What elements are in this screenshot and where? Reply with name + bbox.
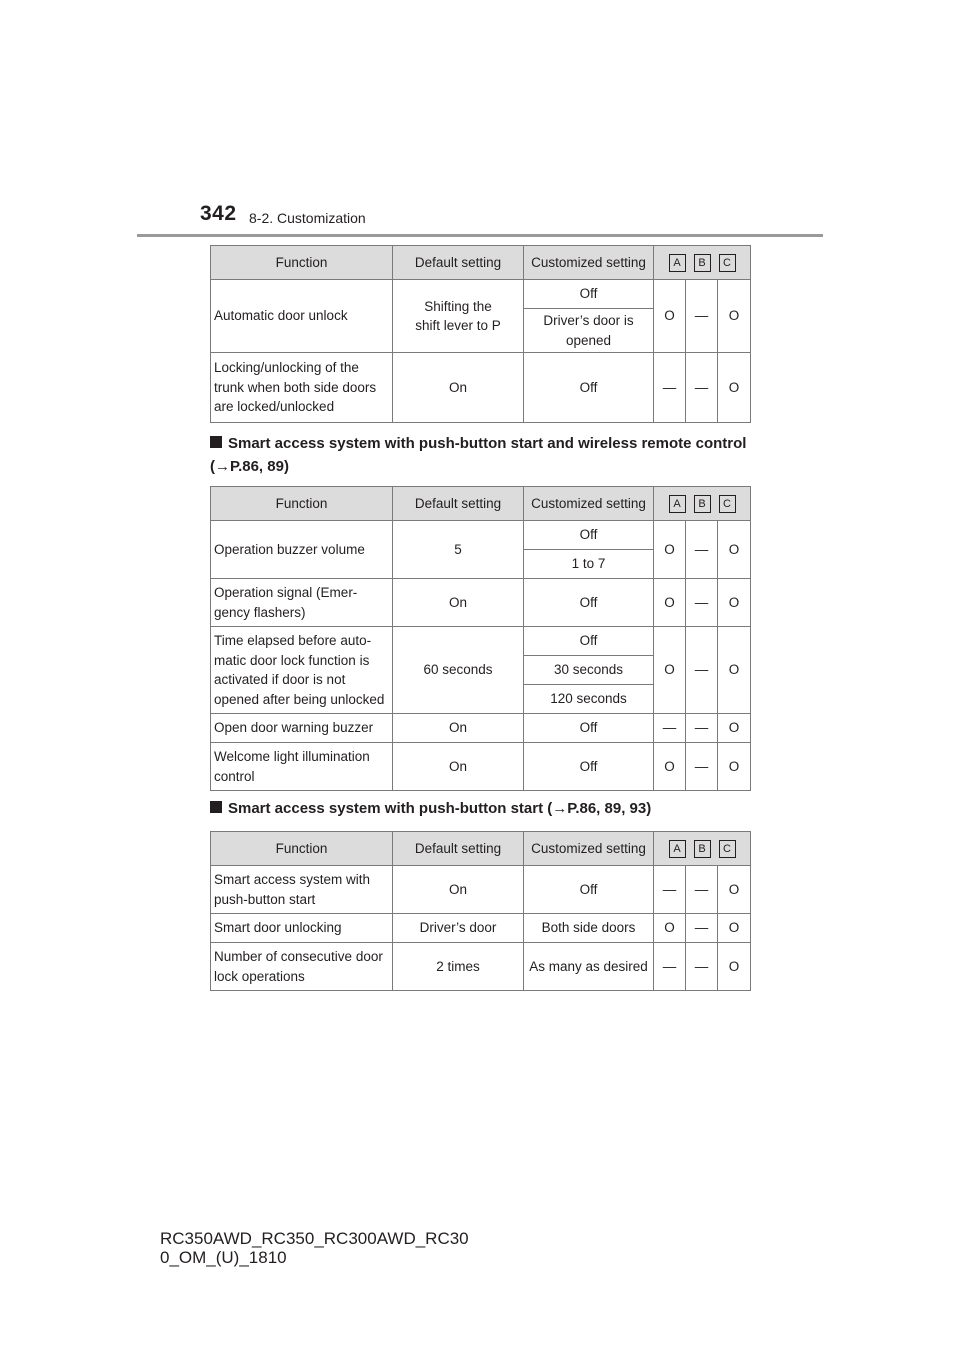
bullet-square-icon	[210, 801, 222, 813]
customized-cell: Both side doors	[524, 914, 654, 943]
section-heading-smart-access-remote	[210, 432, 750, 478]
col-default: Default setting	[393, 487, 524, 521]
table-row	[211, 914, 751, 943]
col-c-label: C	[719, 840, 736, 858]
a-cell: —	[654, 353, 686, 423]
col-function: Function	[211, 832, 393, 866]
smart-access-table	[210, 831, 751, 991]
b-cell: —	[686, 353, 718, 423]
table-header-row	[211, 832, 751, 866]
customized-cell: As many as desired	[524, 943, 654, 991]
door-lock-table	[210, 245, 751, 423]
table-row	[211, 743, 751, 791]
col-b-label: B	[694, 840, 711, 858]
b-cell: —	[686, 714, 718, 743]
function-cell: Operation signal (Emer-gency flashers)	[211, 579, 393, 627]
c-cell: O	[718, 579, 751, 627]
default-cell: On	[393, 353, 524, 423]
a-cell: —	[654, 714, 686, 743]
document-footer	[160, 1229, 469, 1267]
function-cell: Locking/unlocking of the trunk when both side doors are locked/unlocked	[211, 353, 393, 423]
smart-access-remote-table	[210, 486, 751, 791]
c-cell: O	[718, 714, 751, 743]
section-heading-text: Smart access system with push-button start	[228, 800, 544, 817]
section-heading-ref: (→P.86, 89)	[210, 458, 289, 475]
c-cell: O	[718, 914, 751, 943]
col-abc	[654, 832, 751, 866]
table-header-row	[211, 246, 751, 280]
c-cell: O	[718, 353, 751, 423]
c-cell: O	[718, 627, 751, 714]
a-cell: —	[654, 866, 686, 914]
col-default: Default setting	[393, 246, 524, 280]
col-c-label: C	[719, 254, 736, 272]
customized-cell: Off	[524, 714, 654, 743]
col-b-label: B	[694, 254, 711, 272]
col-c-label: C	[719, 495, 736, 513]
default-cell: 5	[393, 521, 524, 579]
a-cell: —	[654, 943, 686, 991]
c-cell: O	[718, 743, 751, 791]
default-cell: Shifting the shift lever to P	[393, 280, 524, 353]
table-row	[211, 627, 751, 656]
col-b-label: B	[694, 495, 711, 513]
b-cell: —	[686, 866, 718, 914]
a-cell: O	[654, 743, 686, 791]
b-cell: —	[686, 280, 718, 353]
page-number: 342	[200, 202, 237, 225]
table-row	[211, 943, 751, 991]
col-function: Function	[211, 487, 393, 521]
col-customized: Customized setting	[524, 832, 654, 866]
col-a-label: A	[669, 495, 686, 513]
c-cell: O	[718, 943, 751, 991]
customized-cell: Off	[524, 579, 654, 627]
table-row	[211, 866, 751, 914]
function-cell: Time elapsed before auto-matic door lock function is activated if door is not opened after being unlocked	[211, 627, 393, 714]
table-row	[211, 280, 751, 309]
customized-cell: 120 seconds	[524, 685, 654, 714]
customized-cell: Off	[524, 627, 654, 656]
col-a-label: A	[669, 254, 686, 272]
bullet-square-icon	[210, 436, 222, 448]
header-divider	[137, 234, 823, 237]
b-cell: —	[686, 627, 718, 714]
c-cell: O	[718, 280, 751, 353]
col-function: Function	[211, 246, 393, 280]
table-header-row	[211, 487, 751, 521]
customized-cell: Off	[524, 521, 654, 550]
b-cell: —	[686, 743, 718, 791]
customized-cell: Off	[524, 743, 654, 791]
default-cell: On	[393, 743, 524, 791]
customized-cell: Off	[524, 280, 654, 309]
footer-line-1: RC350AWD_RC350_RC300AWD_RC30	[160, 1229, 469, 1248]
function-cell: Number of consecutive door lock operations	[211, 943, 393, 991]
b-cell: —	[686, 943, 718, 991]
col-customized: Customized setting	[524, 246, 654, 280]
a-cell: O	[654, 579, 686, 627]
default-cell: 2 times	[393, 943, 524, 991]
table-row	[211, 353, 751, 423]
customized-cell: Driver’s door is opened	[524, 309, 654, 353]
function-cell: Operation buzzer volume	[211, 521, 393, 579]
c-cell: O	[718, 521, 751, 579]
b-cell: —	[686, 914, 718, 943]
customized-cell: Off	[524, 866, 654, 914]
footer-line-2: 0_OM_(U)_1810	[160, 1248, 287, 1267]
c-cell: O	[718, 866, 751, 914]
section-heading-ref: (→P.86, 89, 93)	[547, 800, 652, 817]
table-row	[211, 714, 751, 743]
function-cell: Open door warning buzzer	[211, 714, 393, 743]
table-row	[211, 521, 751, 550]
default-cell: 60 seconds	[393, 627, 524, 714]
section-heading-smart-access	[210, 797, 750, 820]
a-cell: O	[654, 914, 686, 943]
default-cell: On	[393, 866, 524, 914]
col-customized: Customized setting	[524, 487, 654, 521]
table-row	[211, 579, 751, 627]
function-cell: Smart access system with push-button start	[211, 866, 393, 914]
function-cell: Welcome light illumination control	[211, 743, 393, 791]
default-cell: On	[393, 579, 524, 627]
section-title: 8-2. Customization	[249, 210, 366, 226]
customized-cell: 1 to 7	[524, 550, 654, 579]
b-cell: —	[686, 521, 718, 579]
col-abc	[654, 487, 751, 521]
function-cell: Automatic door unlock	[211, 280, 393, 353]
function-cell: Smart door unlocking	[211, 914, 393, 943]
section-heading-text: Smart access system with push-button start and wireless remote control	[228, 435, 747, 452]
col-abc	[654, 246, 751, 280]
default-cell: Driver’s door	[393, 914, 524, 943]
default-cell: On	[393, 714, 524, 743]
a-cell: O	[654, 280, 686, 353]
a-cell: O	[654, 627, 686, 714]
b-cell: —	[686, 579, 718, 627]
customized-cell: Off	[524, 353, 654, 423]
a-cell: O	[654, 521, 686, 579]
col-default: Default setting	[393, 832, 524, 866]
col-a-label: A	[669, 840, 686, 858]
customized-cell: 30 seconds	[524, 656, 654, 685]
